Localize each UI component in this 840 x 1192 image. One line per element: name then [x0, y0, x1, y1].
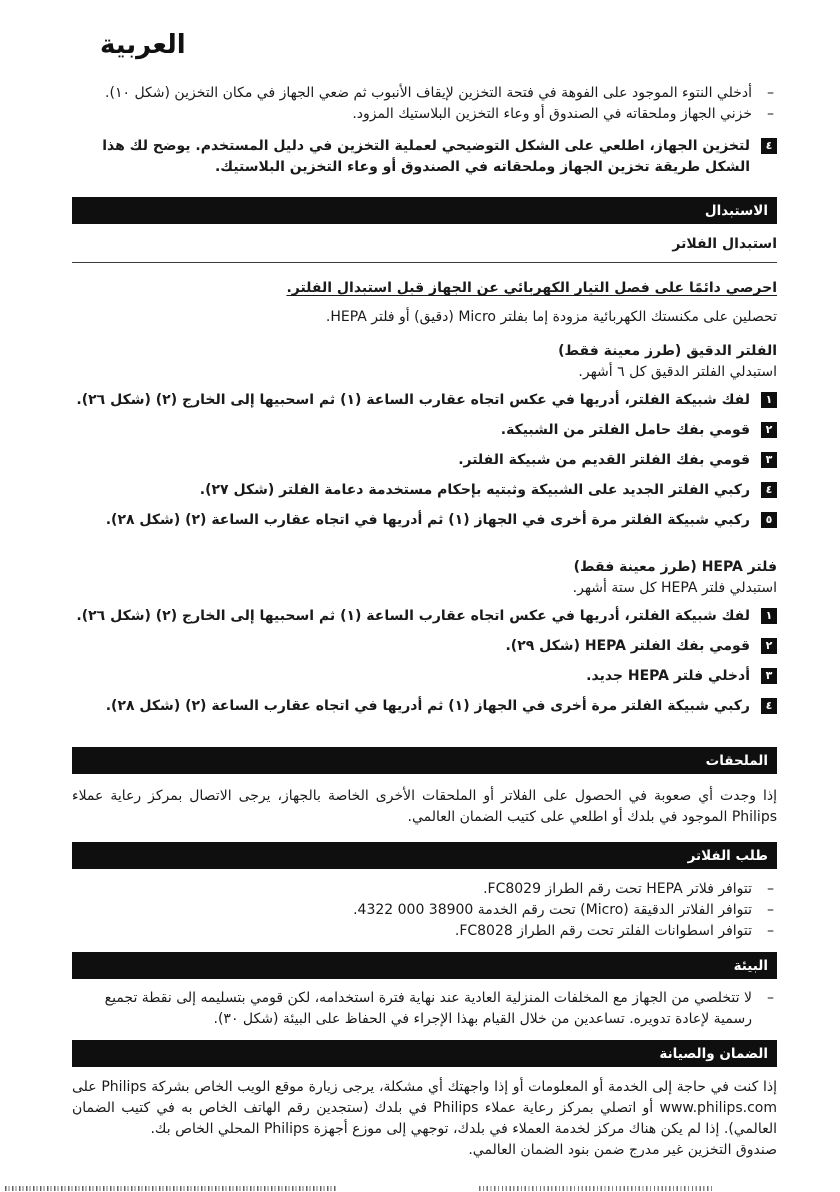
- storage-section: [72, 83, 777, 178]
- bullet-text: خزني الجهاز وملحقاته في الصندوق أو وعاء التخزين البلاستيك المزود.: [352, 106, 752, 122]
- warning-text: احرصي دائمًا على فصل التيار الكهربائي عن الجهاز قبل استبدال الفلتر.: [286, 280, 777, 296]
- step-text: قومي بفك الفلتر القديم من شبيكة الفلتر.: [458, 452, 750, 468]
- bullet-text: لا تتخلصي من الجهاز مع المخلفات المنزلية العادية عند نهاية فترة استخدامه، لكن قومي بتسليمه إلى نقطة تجميع رسمية لإعادة تدويره. تساعدين من خلال القيام بهذا الإجراء في الحفاظ على البيئة (شكل ٣٠).: [104, 990, 752, 1027]
- section-bar-label: طلب الفلاتر: [687, 847, 768, 864]
- step-number-badge: ٢: [761, 422, 777, 438]
- step-item: [72, 606, 777, 627]
- step-item: [72, 450, 777, 471]
- bullet-text: تتوافر الفلاتر الدقيقة (Micro) تحت رقم الخدمة ‪4322 000 38900‬.: [353, 902, 752, 918]
- step-text: ركبي شبيكة الفلتر مرة أخرى في الجهاز (١) ثم أدريها في اتجاه عقارب الساعة (٢) (شكل ٢٨).: [105, 698, 750, 714]
- heading-hepa-filter: فلتر HEPA (طرز معينة فقط): [573, 559, 777, 575]
- dash-bullet-icon: –: [767, 881, 774, 897]
- step-number-badge: ٤: [761, 482, 777, 498]
- subheading-rule: [72, 224, 777, 263]
- step-number-badge: ٢: [761, 638, 777, 654]
- bullet-text: أدخلي النتوء الموجود على الفوهة في فتحة التخزين لإيقاف الأنبوب ثم ضعي الجهاز في مكان التخزين (شكل ١٠).: [105, 85, 752, 101]
- step-item: [72, 390, 777, 411]
- step-item: [72, 636, 777, 657]
- bullet-text: تتوافر فلاتر HEPA تحت رقم الطراز FC8029.: [483, 881, 752, 897]
- list-item: [72, 83, 777, 104]
- step-item: [72, 510, 777, 531]
- step-item: [72, 420, 777, 441]
- step-number-badge: ٥: [761, 512, 777, 528]
- micro-intro-text: استبدلي الفلتر الدقيق كل ٦ أشهر.: [578, 364, 777, 380]
- step-item: [72, 696, 777, 717]
- subheading-replace-filters: استبدال الفلاتر: [672, 236, 777, 252]
- step-number-badge: ٤: [761, 698, 777, 714]
- step-number-badge: ٤: [761, 138, 777, 154]
- hepa-steps-list: [72, 606, 777, 717]
- footer-clipped-text: [5, 1186, 337, 1191]
- section-bar-accessories: [72, 747, 777, 774]
- step-text: قومي بفك الفلتر HEPA (شكل ٢٩).: [505, 638, 750, 654]
- dash-bullet-icon: –: [767, 106, 774, 122]
- step-text: لفك شبيكة الفلتر، أدريها في عكس اتجاه عقارب الساعة (١) ثم اسحبيها إلى الخارج (٢) (شكل ٢٦).: [76, 608, 750, 624]
- list-item: [72, 921, 777, 942]
- step-number-badge: ٣: [761, 452, 777, 468]
- step-text: ركبي شبيكة الفلتر مرة أخرى في الجهاز (١) ثم أدريها في اتجاه عقارب الساعة (٢) (شكل ٢٨).: [105, 512, 750, 528]
- step-item: [72, 136, 777, 178]
- section-bar-order-filters: [72, 842, 777, 869]
- guarantee-note: صندوق التخزين غير مدرج ضمن بنود الضمان العالمي.: [468, 1142, 777, 1158]
- accessories-paragraph: إذا وجدت أي صعوبة في الحصول على الفلاتر أو الملحقات الأخرى الخاصة بالجهاز، يرجى الاتصال بمركز رعاية عملاء Philips الموجود في بلدك أو اطلعي على كتيب الضمان العالمي.: [72, 788, 777, 825]
- step-item: [72, 480, 777, 501]
- dash-bullet-icon: –: [767, 902, 774, 918]
- note-text: تحصلين على مكنستك الكهربائية مزودة إما بفلتر Micro (دقيق) أو فلتر HEPA.: [325, 309, 777, 325]
- section-bar-environment: [72, 952, 777, 979]
- section-bar-guarantee: [72, 1040, 777, 1067]
- step-item: [72, 666, 777, 687]
- section-bar-replacement: [72, 197, 777, 224]
- dash-bullet-icon: –: [767, 923, 774, 939]
- section-bar-label: البيئة: [733, 957, 768, 974]
- environment-list: [72, 988, 777, 1030]
- heading-micro-filter: الفلتر الدقيق (طرز معينة فقط): [558, 343, 777, 359]
- step-number-badge: ١: [761, 392, 777, 408]
- section-bar-label: الملحقات: [705, 752, 768, 769]
- guarantee-paragraph: إذا كنت في حاجة إلى الخدمة أو المعلومات أو إذا واجهتك أي مشكلة، يرجى زيارة موقع الويب الخاص بشركة Philips على www.philips.com أو اتصلي بمركز رعاية عملاء Philips في بلدك (ستجدين رقم الهاتف الخاص به في كتيب الضمان العالمي). إذا لم يكن هناك مركز لخدمة العملاء في بلدك، توجهي إلى موزع أجهزة Philips المحلي الخاص بك.: [72, 1079, 777, 1137]
- list-item: [72, 988, 777, 1030]
- order-filters-list: [72, 879, 777, 942]
- list-item: [72, 104, 777, 125]
- page-title: العربية: [100, 30, 186, 60]
- step-text: ركبي الفلتر الجديد على الشبيكة وثبتيه بإحكام مستخدمة دعامة الفلتر (شكل ٢٧).: [199, 482, 750, 498]
- dash-bullet-icon: –: [767, 85, 774, 101]
- step-text: لتخزين الجهاز، اطلعي على الشكل التوضيحي لعملية التخزين في دليل المستخدم. يوضح لك هذا الشكل طريقة تخزين الجهاز وملحقاته في الصندوق أو وعاء التخزين البلاستيك.: [102, 138, 750, 175]
- step-number-badge: ١: [761, 608, 777, 624]
- hepa-intro-text: استبدلي فلتر HEPA كل ستة أشهر.: [572, 580, 777, 596]
- list-item: [72, 879, 777, 900]
- step-text: لفك شبيكة الفلتر، أدريها في عكس اتجاه عقارب الساعة (١) ثم اسحبيها إلى الخارج (٢) (شكل ٢٦).: [76, 392, 750, 408]
- step-number-badge: ٣: [761, 668, 777, 684]
- dash-bullet-icon: –: [767, 990, 774, 1006]
- micro-steps-list: [72, 390, 777, 531]
- bullet-text: تتوافر اسطوانات الفلتر تحت رقم الطراز FC8028.: [454, 923, 752, 939]
- step-text: أدخلي فلتر HEPA جديد.: [586, 668, 750, 684]
- section-bar-label: الضمان والصيانة: [659, 1045, 768, 1062]
- list-item: [72, 900, 777, 921]
- section-bar-label: الاستبدال: [704, 202, 768, 219]
- page-content: [72, 0, 777, 1161]
- step-text: قومي بفك حامل الفلتر من الشبيكة.: [500, 422, 750, 438]
- footer-clipped-text: [479, 1186, 712, 1191]
